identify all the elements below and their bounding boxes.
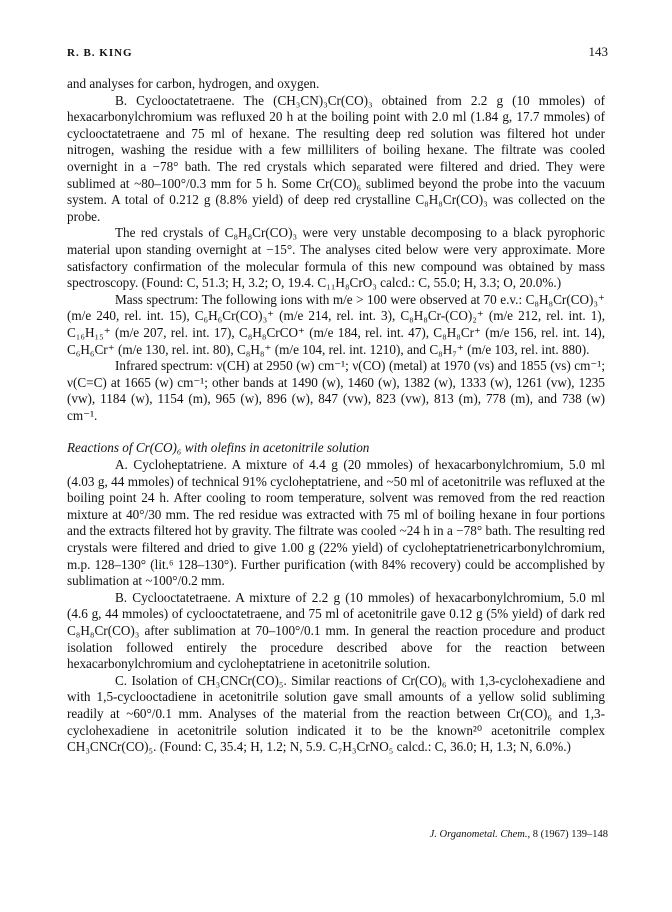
running-header xyxy=(67,44,608,60)
author-header: R. B. KING xyxy=(67,47,133,59)
paragraph: B. Cyclooctatetraene. A mixture of 2.2 g (10 mmoles) of hexacarbonylchromium, 5.0 ml (4.6 g, 44 mmoles) of cyclooctatetraene, and 75 ml of acetonitrile gave 0.12 g (5% yield) of dark red C₈H₈Cr(CO)₃ after sublimation at 70–100°/0.1 mm. In general the reaction procedure and product isolation followed entirely the procedure described above for the reaction between hexacarbonylchromium and cycloheptatriene in acetonitrile solution. xyxy=(67,589,605,672)
journal-volume: , 8 (1967) 139–148 xyxy=(527,829,608,840)
journal-name: J. Organometal. Chem. xyxy=(429,829,528,840)
paragraph: B. Cyclooctatetraene. The (CH₃CN)₃Cr(CO)₃ obtained from 2.2 g (10 mmoles) of hexacarbonylchromium was refluxed 20 h at the boiling point with 2.0 ml (1.84 g, 17.7 mmoles) of cyclooctatetraene and 75 ml of hexane. The resulting deep red solution was filtered hot under nitrogen, washing the residue with a few milliliters of boiling hexane. The filtrate was cooled overnight in a −78° bath. The red crystals which separated were filtered and dried. They were sublimed at ~80–100°/0.3 mm for 5 h. Some Cr(CO)₆ sublimed beyond the probe into the vacuum system. A total of 0.212 g (8.8% yield) of deep red crystalline C₈H₈Cr(CO)₃ was collected on the probe. xyxy=(67,92,605,224)
journal-footer xyxy=(430,829,608,840)
paragraph: Infrared spectrum: ν(CH) at 2950 (w) cm⁻¹; ν(CO) (metal) at 1970 (vs) and 1855 (vs) cm⁻¹; ν(C=C) at 1665 (w) cm⁻¹; other bands at 1490 (w), 1460 (w), 1382 (w), 1333 (w), 1261 (vw), 1235 (vw), 1184 (w), 1154 (m), 965 (w), 896 (w), 847 (vw), 823 (vw), 813 (m), 778 (m), and 738 (w) cm⁻¹. xyxy=(67,358,605,423)
page-number: 143 xyxy=(588,44,608,59)
paragraph: A. Cycloheptatriene. A mixture of 4.4 g (20 mmoles) of hexacarbonylchromium, 5.0 ml (4.03 g, 44 mmoles) of technical 91% cycloheptatriene, and ~50 ml of acetonitrile was refluxed at the boiling point 24 h. After cooling to room temperature, solvent was removed from the red reaction mixture at 40°/30 mm. The red residue was extracted with 75 ml of boiling hexane in four portions and the extracts filtered hot by gravity. The filtrate was cooled ~24 h in a −78° bath. The resulting red crystals were filtered and dried to give 1.00 g (22% yield) of cycloheptatrienetricarbonylchromium, m.p. 128–130° (lit.⁶ 128–130°). Further purification (with 84% recovery) could be accomplished by sublimation at ~100°/0.2 mm. xyxy=(67,457,605,589)
section-heading: Reactions of Cr(CO)₆ with olefins in acetonitrile solution xyxy=(67,440,370,456)
paragraph: and analyses for carbon, hydrogen, and oxygen. xyxy=(67,76,320,91)
article-body xyxy=(67,76,605,756)
paragraph: Mass spectrum: The following ions with m/e > 100 were observed at 70 e.v.: C₈H₈Cr(CO)₃⁺ (m/e 240, rel. int. 15), C₆H₆Cr(CO)₃⁺ (m/e 214, rel. int. 3), C₈H₈Cr-(CO)₂⁺ (m/e 212, rel. int. 1), C₁₆H₁₅⁺ (m/e 207, rel. int. 17), C₈H₈CrCO⁺ (m/e 184, rel. int. 47), C₈H₈Cr⁺ (m/e 156, rel. int. 14), C₆H₆Cr⁺ (m/e 130, rel. int. 80), C₈H₈⁺ (m/e 104, rel. int. 1210), and C₈H₇⁺ (m/e 103, rel. int. 880). xyxy=(67,291,605,357)
section-spacer xyxy=(67,424,605,440)
paragraph: The red crystals of C₈H₈Cr(CO)₃ were very unstable decomposing to a black pyrophoric material upon standing overnight at −15°. The analyses cited below were very approximate. More satisfactory confirmation of the molecular formula of this new compound was obtained by mass spectroscopy. (Found: C, 51.3; H, 3.2; O, 19.4. C₁₁H₈CrO₃ calcd.: C, 55.0; H, 3.3; O, 20.0%.) xyxy=(67,225,605,291)
paragraph: C. Isolation of CH₃CNCr(CO)₅. Similar reactions of Cr(CO)₆ with 1,3-cyclohexadiene and with 1,5-cyclooctadiene in acetonitrile solution gave small amounts of a yellow solid subliming readily at ~60°/0.1 mm. Analyses of the material from the reaction between Cr(CO)₆ and 1,3-cyclohexadiene in acetonitrile solution indicated it to be the known²⁰ acetonitrile complex CH₃CNCr(CO)₅. (Found: C, 35.4; H, 1.2; N, 5.9. C₇H₃CrNO₅ calcd.: C, 36.0; H, 1.3; N, 6.0%.) xyxy=(67,672,605,755)
